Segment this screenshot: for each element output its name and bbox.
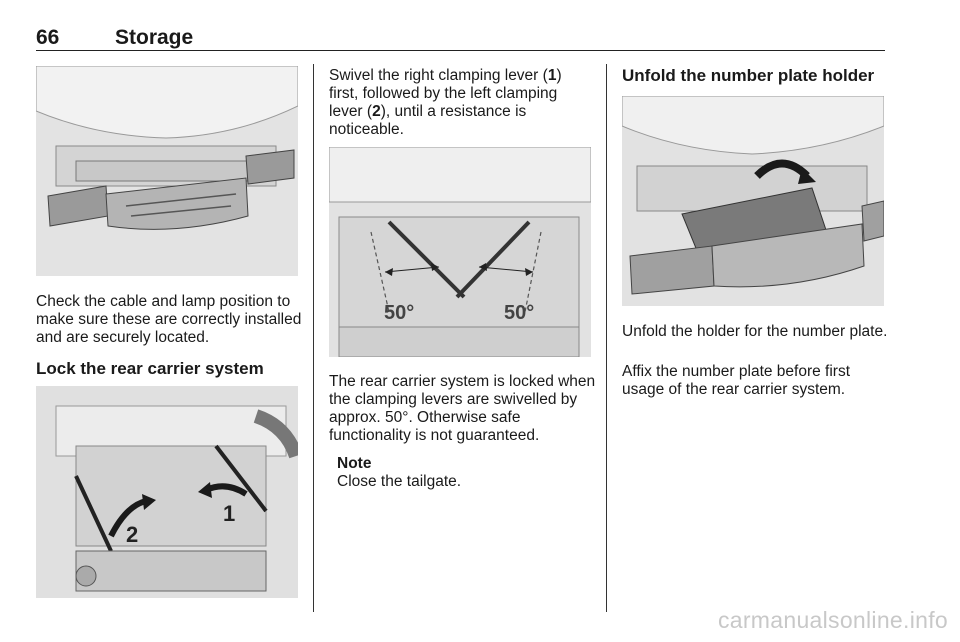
- page-header: [36, 26, 885, 51]
- locked-paragraph: The rear carrier system is locked when the clamping levers are swivelled by approx. 50°. Otherwise safe functionality is not guaranteed.: [329, 373, 596, 444]
- section-title: Storage: [115, 26, 194, 49]
- number-plate-holder-illustration: [622, 96, 884, 306]
- check-paragraph: Check the cable and lamp position to make sure these are correctly installed and are securely located.: [36, 293, 302, 346]
- note-title: Note: [337, 455, 372, 472]
- callout-2: 2: [126, 522, 139, 547]
- callout-1: 1: [223, 501, 236, 526]
- swivel-text-a: Swivel the right clamping lever (: [329, 67, 548, 84]
- lock-carrier-illustration: [36, 386, 298, 598]
- column-divider: [313, 64, 314, 612]
- column-divider: [606, 64, 607, 612]
- affix-paragraph: Affix the number plate before first usage of the rear carrier system.: [622, 363, 851, 398]
- lock-heading: Lock the rear carrier system: [36, 359, 264, 378]
- lever-angle-illustration: [329, 147, 591, 357]
- swivel-instruction: [329, 67, 595, 139]
- swivel-text-c: ), until a resistance is noticeable.: [329, 103, 527, 138]
- swivel-text-b: ) first, followed by the left clamping lever (: [329, 67, 562, 120]
- watermark: carmanualsonline.info: [717, 607, 948, 633]
- page-number: 66: [36, 26, 60, 49]
- lever-ref-1: 1: [547, 67, 557, 84]
- note-text: Close the tailgate.: [337, 473, 462, 490]
- angle-label-right: 50°: [504, 302, 535, 324]
- unfold-paragraph: Unfold the holder for the number plate.: [622, 323, 888, 340]
- lever-ref-2: 2: [372, 103, 381, 120]
- angle-label-left: 50°: [384, 302, 415, 324]
- unfold-heading: Unfold the number plate holder: [622, 66, 875, 85]
- carrier-check-illustration: [36, 66, 298, 276]
